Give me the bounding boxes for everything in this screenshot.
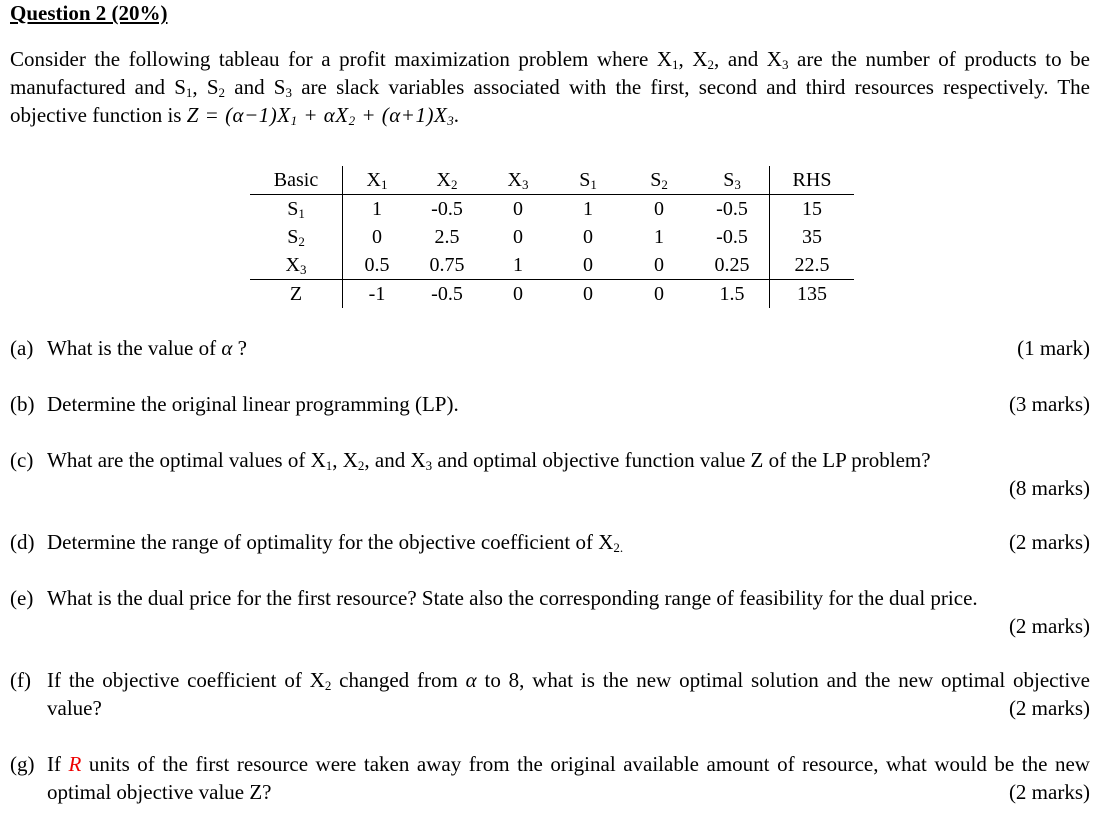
question-label: (f) bbox=[10, 668, 31, 692]
header-x3: $X_3$ bbox=[483, 166, 553, 195]
objective-function: $Z = (\alpha-1)X_1 + \alpha X_2 + (\alpha+1)X_3$. bbox=[186, 103, 461, 128]
cell: 35 bbox=[802, 225, 822, 248]
cell: -0.5 bbox=[695, 195, 770, 224]
header-basic: Basic bbox=[250, 166, 343, 195]
tableau-header-row bbox=[250, 166, 854, 195]
question-text: Determine the range of optimality for the objective coefficient of $X_{2.}$ bbox=[47, 530, 624, 555]
header-s3: $S_3$ bbox=[695, 166, 770, 195]
question-b bbox=[10, 390, 1090, 418]
cell: 0 bbox=[654, 197, 664, 220]
question-f bbox=[10, 666, 1090, 722]
question-text: What is the dual price for the first resource? State also the corresponding range of feasibility for the dual price. bbox=[47, 586, 978, 610]
cell: 1 bbox=[372, 197, 382, 220]
marks: (1 mark) bbox=[1017, 336, 1090, 360]
question-d bbox=[10, 528, 1090, 556]
cell: 1 bbox=[483, 251, 553, 280]
question-a bbox=[10, 334, 1090, 362]
question-label: (g) bbox=[10, 752, 35, 776]
cell: 135 bbox=[797, 282, 827, 305]
cell: -0.5 bbox=[431, 282, 463, 305]
cell: -0.5 bbox=[695, 223, 770, 251]
cell: 0 bbox=[654, 282, 664, 305]
marks: (2 marks) bbox=[1008, 696, 1090, 720]
cell: 0 bbox=[583, 225, 593, 248]
marks: (3 marks) bbox=[1008, 392, 1090, 416]
question-g bbox=[10, 750, 1090, 806]
cell: 1 bbox=[654, 225, 664, 248]
header-x2: $X_2$ bbox=[411, 166, 483, 195]
cell: 0 bbox=[553, 251, 623, 280]
cell: -0.5 bbox=[431, 197, 463, 220]
cell: 0 bbox=[513, 225, 523, 248]
question-text: What are the optimal values of $X_1$, $X_2$, and $X_3$ and optimal objective function value Z of the LP problem? bbox=[47, 448, 931, 473]
basic-var: $S_1$ bbox=[250, 195, 343, 224]
cell: 0 bbox=[583, 282, 593, 305]
header-s2: $S_2$ bbox=[623, 166, 695, 195]
cell: 1 bbox=[583, 197, 593, 220]
marks: (8 marks) bbox=[1008, 476, 1090, 500]
question-title: Question 2 (20%) bbox=[10, 1, 168, 25]
cell: 0 bbox=[623, 251, 695, 280]
cell: -1 bbox=[368, 282, 386, 305]
basic-var: $S_2$ bbox=[250, 223, 343, 251]
question-label: (b) bbox=[10, 392, 35, 416]
header-rhs: RHS bbox=[770, 166, 855, 195]
tableau-row bbox=[250, 280, 854, 309]
cell: 0 bbox=[513, 197, 523, 220]
question-label: (a) bbox=[10, 336, 34, 360]
marks: (2 marks) bbox=[1008, 530, 1090, 554]
question-text: Determine the original linear programming (LP). bbox=[47, 392, 459, 416]
cell: 15 bbox=[802, 197, 822, 220]
question-text: If R units of the first resource were taken away from the original available amount of resource, what would be the new optimal objective value Z? bbox=[47, 752, 1090, 804]
question-label: (d) bbox=[10, 530, 35, 554]
question-label: (e) bbox=[10, 586, 34, 610]
cell: 2.5 bbox=[434, 225, 460, 248]
question-text: If the objective coefficient of $X_2$ changed from α to 8, what is the new optimal solution and the new optimal objective value? bbox=[47, 668, 1090, 720]
cell: 0 bbox=[372, 225, 382, 248]
simplex-tableau bbox=[250, 166, 854, 308]
tableau-row bbox=[250, 223, 854, 251]
question-label: (c) bbox=[10, 448, 34, 472]
problem-statement: Consider the following tableau for a profit maximization problem where $X_1$, $X_2$, and $X_3$ are the number of products to be manufactured and $S_1$, $S_2$ and $S_3$ are slack variables associated with the first, second and third resources respectively. The objective function is $Z = (\alpha-1)X_1 + \alpha X_2 + (\alpha+1)X_3$. bbox=[10, 47, 1090, 128]
cell: 1.5 bbox=[695, 280, 770, 309]
cell: 0.75 bbox=[411, 251, 483, 280]
tableau-row bbox=[250, 195, 854, 224]
cell: 22.5 bbox=[770, 251, 855, 280]
header-s1: $S_1$ bbox=[553, 166, 623, 195]
tableau-row bbox=[250, 251, 854, 280]
question-e bbox=[10, 584, 1090, 638]
question-text: What is the value of α ? bbox=[47, 336, 247, 360]
question-c bbox=[10, 446, 1090, 500]
header-x1: $X_1$ bbox=[343, 166, 412, 195]
cell: 0.25 bbox=[695, 251, 770, 280]
cell: 0 bbox=[513, 282, 523, 305]
basic-var: Z bbox=[250, 280, 343, 309]
marks: (2 marks) bbox=[1008, 614, 1090, 638]
marks: (2 marks) bbox=[1008, 780, 1090, 804]
cell: 0.5 bbox=[343, 251, 412, 280]
basic-var: $X_3$ bbox=[250, 251, 343, 280]
